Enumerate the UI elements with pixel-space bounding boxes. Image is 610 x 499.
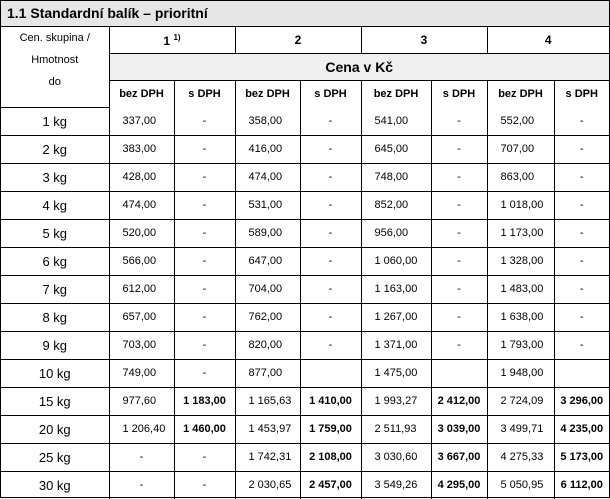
- price-without-vat-cell: 428,00: [109, 163, 174, 191]
- price-without-vat-cell: 416,00: [235, 135, 300, 163]
- weight-cell: 15 kg: [1, 387, 109, 415]
- price-with-vat-cell: -: [300, 107, 361, 135]
- price-without-vat-cell: 1 206,40: [109, 415, 174, 443]
- price-without-vat-cell: 2 030,65: [235, 471, 300, 499]
- price-with-vat-cell: -: [300, 331, 361, 359]
- header-left-line1: Cen. skupina /: [19, 32, 90, 44]
- group-4-header: 4: [487, 27, 609, 54]
- subheader-s-dph: s DPH: [174, 81, 235, 108]
- price-without-vat-cell: 589,00: [235, 219, 300, 247]
- price-with-vat-cell: 3 296,00: [554, 387, 609, 415]
- price-with-vat-cell: 6 112,00: [554, 471, 609, 499]
- price-with-vat-cell: -: [300, 191, 361, 219]
- table-row: [1, 415, 609, 443]
- subheader-s-dph: s DPH: [300, 81, 361, 108]
- price-with-vat-cell: -: [174, 191, 235, 219]
- subheader-bez-dph: bez DPH: [487, 81, 554, 108]
- price-with-vat-cell: -: [300, 163, 361, 191]
- price-with-vat-cell: -: [174, 471, 235, 499]
- price-with-vat-cell: -: [554, 275, 609, 303]
- price-without-vat-cell: 3 030,60: [361, 443, 431, 471]
- price-with-vat-cell: [554, 359, 609, 387]
- price-without-vat-cell: 977,60: [109, 387, 174, 415]
- price-with-vat-cell: -: [554, 303, 609, 331]
- weight-cell: 6 kg: [1, 247, 109, 275]
- subheader-s-dph: s DPH: [431, 81, 487, 108]
- price-with-vat-cell: -: [431, 163, 487, 191]
- subheader-bez-dph: bez DPH: [109, 81, 174, 108]
- price-with-vat-cell: -: [174, 107, 235, 135]
- price-without-vat-cell: 383,00: [109, 135, 174, 163]
- price-without-vat-cell: 1 453,97: [235, 415, 300, 443]
- price-with-vat-cell: 2 457,00: [300, 471, 361, 499]
- price-with-vat-cell: 1 460,00: [174, 415, 235, 443]
- table-row: [1, 471, 609, 499]
- subheader-bez-dph: bez DPH: [361, 81, 431, 108]
- weight-cell: 2 kg: [1, 135, 109, 163]
- price-without-vat-cell: 358,00: [235, 107, 300, 135]
- price-with-vat-cell: -: [554, 191, 609, 219]
- table-row: [1, 247, 609, 275]
- price-with-vat-cell: -: [431, 107, 487, 135]
- price-with-vat-cell: 5 173,00: [554, 443, 609, 471]
- price-with-vat-cell: [431, 359, 487, 387]
- table-title: 1.1 Standardní balík – prioritní: [1, 1, 609, 27]
- price-with-vat-cell: 1 410,00: [300, 387, 361, 415]
- table-row: [1, 135, 609, 163]
- price-with-vat-cell: -: [431, 331, 487, 359]
- price-without-vat-cell: 612,00: [109, 275, 174, 303]
- price-without-vat-cell: 1 328,00: [487, 247, 554, 275]
- price-without-vat-cell: 749,00: [109, 359, 174, 387]
- price-with-vat-cell: -: [300, 303, 361, 331]
- price-with-vat-cell: -: [554, 163, 609, 191]
- price-without-vat-cell: 1 638,00: [487, 303, 554, 331]
- price-with-vat-cell: -: [174, 331, 235, 359]
- price-with-vat-cell: -: [431, 219, 487, 247]
- price-without-vat-cell: 566,00: [109, 247, 174, 275]
- weight-cell: 8 kg: [1, 303, 109, 331]
- price-without-vat-cell: 877,00: [235, 359, 300, 387]
- price-without-vat-cell: 1 371,00: [361, 331, 431, 359]
- price-with-vat-cell: -: [300, 135, 361, 163]
- price-without-vat-cell: 1 060,00: [361, 247, 431, 275]
- price-with-vat-cell: -: [431, 275, 487, 303]
- price-without-vat-cell: 1 173,00: [487, 219, 554, 247]
- weight-cell: 10 kg: [1, 359, 109, 387]
- price-without-vat-cell: 657,00: [109, 303, 174, 331]
- price-without-vat-cell: 1 483,00: [487, 275, 554, 303]
- table-row: [1, 359, 609, 387]
- price-without-vat-cell: 703,00: [109, 331, 174, 359]
- price-without-vat-cell: 1 267,00: [361, 303, 431, 331]
- price-without-vat-cell: 1 993,27: [361, 387, 431, 415]
- price-without-vat-cell: 541,00: [361, 107, 431, 135]
- price-without-vat-cell: 4 275,33: [487, 443, 554, 471]
- price-with-vat-cell: -: [174, 163, 235, 191]
- price-with-vat-cell: -: [174, 247, 235, 275]
- table-row: [1, 107, 609, 135]
- table-row: [1, 219, 609, 247]
- table-row: [1, 387, 609, 415]
- group-1-footnote: 1): [173, 32, 181, 42]
- group-1-label: 1: [163, 33, 171, 48]
- weight-cell: 3 kg: [1, 163, 109, 191]
- table-row: [1, 275, 609, 303]
- price-with-vat-cell: -: [431, 191, 487, 219]
- price-with-vat-cell: 2 108,00: [300, 443, 361, 471]
- price-without-vat-cell: 863,00: [487, 163, 554, 191]
- header-weight-group-label: [1, 27, 109, 107]
- weight-cell: 30 kg: [1, 471, 109, 499]
- price-without-vat-cell: 531,00: [235, 191, 300, 219]
- price-without-vat-cell: 552,00: [487, 107, 554, 135]
- price-without-vat-cell: 3 499,71: [487, 415, 554, 443]
- price-without-vat-cell: 1 475,00: [361, 359, 431, 387]
- price-with-vat-cell: -: [554, 219, 609, 247]
- price-with-vat-cell: -: [431, 135, 487, 163]
- price-with-vat-cell: -: [554, 135, 609, 163]
- price-without-vat-cell: 5 050,95: [487, 471, 554, 499]
- price-with-vat-cell: -: [431, 247, 487, 275]
- price-with-vat-cell: 3 667,00: [431, 443, 487, 471]
- header-left-line2: Hmotnost: [31, 54, 79, 66]
- table-row: [1, 331, 609, 359]
- weight-cell: 7 kg: [1, 275, 109, 303]
- price-with-vat-cell: 2 412,00: [431, 387, 487, 415]
- price-with-vat-cell: -: [174, 303, 235, 331]
- price-with-vat-cell: -: [431, 303, 487, 331]
- price-with-vat-cell: -: [554, 107, 609, 135]
- price-without-vat-cell: 707,00: [487, 135, 554, 163]
- group-3-header: 3: [361, 27, 487, 54]
- price-without-vat-cell: 520,00: [109, 219, 174, 247]
- price-with-vat-cell: -: [174, 275, 235, 303]
- price-without-vat-cell: 645,00: [361, 135, 431, 163]
- price-with-vat-cell: -: [554, 247, 609, 275]
- price-with-vat-cell: 1 183,00: [174, 387, 235, 415]
- price-without-vat-cell: 647,00: [235, 247, 300, 275]
- price-with-vat-cell: -: [300, 275, 361, 303]
- header-left-line3: do: [48, 76, 61, 88]
- group-2-header: 2: [235, 27, 361, 54]
- price-with-vat-cell: -: [174, 219, 235, 247]
- price-without-vat-cell: 1 165,63: [235, 387, 300, 415]
- weight-cell: 1 kg: [1, 107, 109, 135]
- price-without-vat-cell: 474,00: [235, 163, 300, 191]
- weight-cell: 20 kg: [1, 415, 109, 443]
- price-without-vat-cell: 748,00: [361, 163, 431, 191]
- price-without-vat-cell: 1 793,00: [487, 331, 554, 359]
- price-table: [1, 27, 609, 499]
- price-without-vat-cell: 2 511,93: [361, 415, 431, 443]
- weight-cell: 9 kg: [1, 331, 109, 359]
- price-with-vat-cell: -: [554, 331, 609, 359]
- table-row: [1, 191, 609, 219]
- price-with-vat-cell: -: [174, 359, 235, 387]
- price-with-vat-cell: 3 039,00: [431, 415, 487, 443]
- table-row: [1, 303, 609, 331]
- weight-cell: 5 kg: [1, 219, 109, 247]
- price-with-vat-cell: -: [174, 443, 235, 471]
- price-with-vat-cell: [300, 359, 361, 387]
- price-without-vat-cell: 1 742,31: [235, 443, 300, 471]
- price-with-vat-cell: 4 235,00: [554, 415, 609, 443]
- table-row: [1, 443, 609, 471]
- weight-cell: 4 kg: [1, 191, 109, 219]
- price-without-vat-cell: -: [109, 471, 174, 499]
- price-without-vat-cell: 820,00: [235, 331, 300, 359]
- price-without-vat-cell: -: [109, 443, 174, 471]
- price-without-vat-cell: 1 948,00: [487, 359, 554, 387]
- price-without-vat-cell: 474,00: [109, 191, 174, 219]
- price-with-vat-cell: -: [174, 135, 235, 163]
- price-without-vat-cell: 852,00: [361, 191, 431, 219]
- weight-cell: 25 kg: [1, 443, 109, 471]
- price-without-vat-cell: 1 018,00: [487, 191, 554, 219]
- table-row: [1, 163, 609, 191]
- price-without-vat-cell: 3 549,26: [361, 471, 431, 499]
- price-with-vat-cell: 1 759,00: [300, 415, 361, 443]
- price-label: Cena v Kč: [109, 54, 609, 81]
- price-with-vat-cell: -: [300, 247, 361, 275]
- subheader-bez-dph: bez DPH: [235, 81, 300, 108]
- price-with-vat-cell: 4 295,00: [431, 471, 487, 499]
- price-without-vat-cell: 1 163,00: [361, 275, 431, 303]
- price-without-vat-cell: 704,00: [235, 275, 300, 303]
- price-without-vat-cell: 2 724,09: [487, 387, 554, 415]
- group-1-header: [109, 27, 235, 54]
- price-without-vat-cell: 337,00: [109, 107, 174, 135]
- price-with-vat-cell: -: [300, 219, 361, 247]
- price-without-vat-cell: 956,00: [361, 219, 431, 247]
- price-without-vat-cell: 762,00: [235, 303, 300, 331]
- subheader-s-dph: s DPH: [554, 81, 609, 108]
